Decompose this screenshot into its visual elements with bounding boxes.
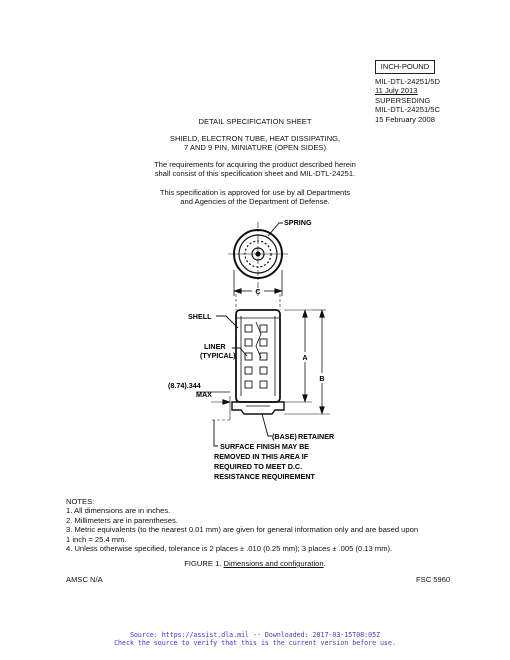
source-stamp [0,631,510,647]
label-a: A [302,353,308,362]
label-b: B [319,374,325,383]
doc-date: 11 July 2013 [375,86,418,96]
label-base: (BASE) [272,432,297,441]
label-c: C [255,287,261,296]
approval-line-2: and Agencies of the Department of Defense. [180,197,330,207]
title-line-1: SHIELD, ELECTRON TUBE, HEAT DISSIPATING, [169,134,341,143]
requirements-line-2: shall consist of this specification sheet and MIL-DTL-24251. [154,169,356,179]
source-line-1[interactable]: Source: https://assist.dla.mil -- Downloaded: 2017-03-15T08:05Z [129,631,381,639]
figure-caption [0,559,510,568]
superseded-date: 15 February 2008 [375,114,435,124]
label-liner: LINER [204,342,226,351]
figure-caption-text: Dimensions and configuration [223,559,324,568]
figure-caption-prefix: FIGURE 1. [184,559,224,568]
sheet-type-text: DETAIL SPECIFICATION SHEET [198,117,312,126]
label-surface-1: SURFACE FINISH MAY BE [220,442,310,451]
note-2: 2. Millimeters are in parentheses. [66,515,178,525]
notes-block [66,497,418,553]
note-1: 1. All dimensions are in inches. [66,506,171,516]
amsc-label: AMSC N/A [66,575,103,584]
requirements-line-1: The requirements for acquiring the product described herein [154,160,356,169]
fsc-label: FSC 5960 [416,575,451,584]
source-line-2: Check the source to verify that this is the current version before use. [114,639,396,647]
label-spring: SPRING [284,218,312,227]
label-dim-344: (8.74).344 [168,381,201,390]
note-4: 4. Unless otherwise specified, tolerance is 2 places ± .010 (0.25 mm); 3 places ± .005 (0.13 mm). [66,544,393,554]
inch-pound-label: INCH-POUND [380,62,430,71]
note-3: 3. Metric equivalents (to the nearest 0.01 mm) are given for general information only and are based upon [66,525,419,535]
label-max: MAX [196,390,212,399]
label-shell: SHELL [188,312,212,321]
doc-number: MIL-DTL-24251/5D [375,77,440,86]
label-liner-typical: (TYPICAL) [200,351,236,360]
title-line-2: 7 AND 9 PIN, MINIATURE (OPEN SIDES) [183,143,327,153]
label-surface-3: REQUIRED TO MEET D.C. [214,462,303,471]
approval-line-1: This specification is approved for use by all Departments [159,188,351,197]
notes-heading: NOTES: [66,497,95,506]
label-surface-4: RESISTANCE REQUIREMENT [214,472,315,481]
label-surface-2: REMOVED IN THIS AREA IF [214,452,309,461]
label-retainer: RETAINER [298,432,335,441]
note-3-continued: 1 inch = 25.4 mm. [66,534,127,544]
superseding-label: SUPERSEDING [375,95,431,105]
figure-caption-suffix: . [323,559,326,568]
superseded-number: MIL-DTL-24251/5C [375,105,440,115]
